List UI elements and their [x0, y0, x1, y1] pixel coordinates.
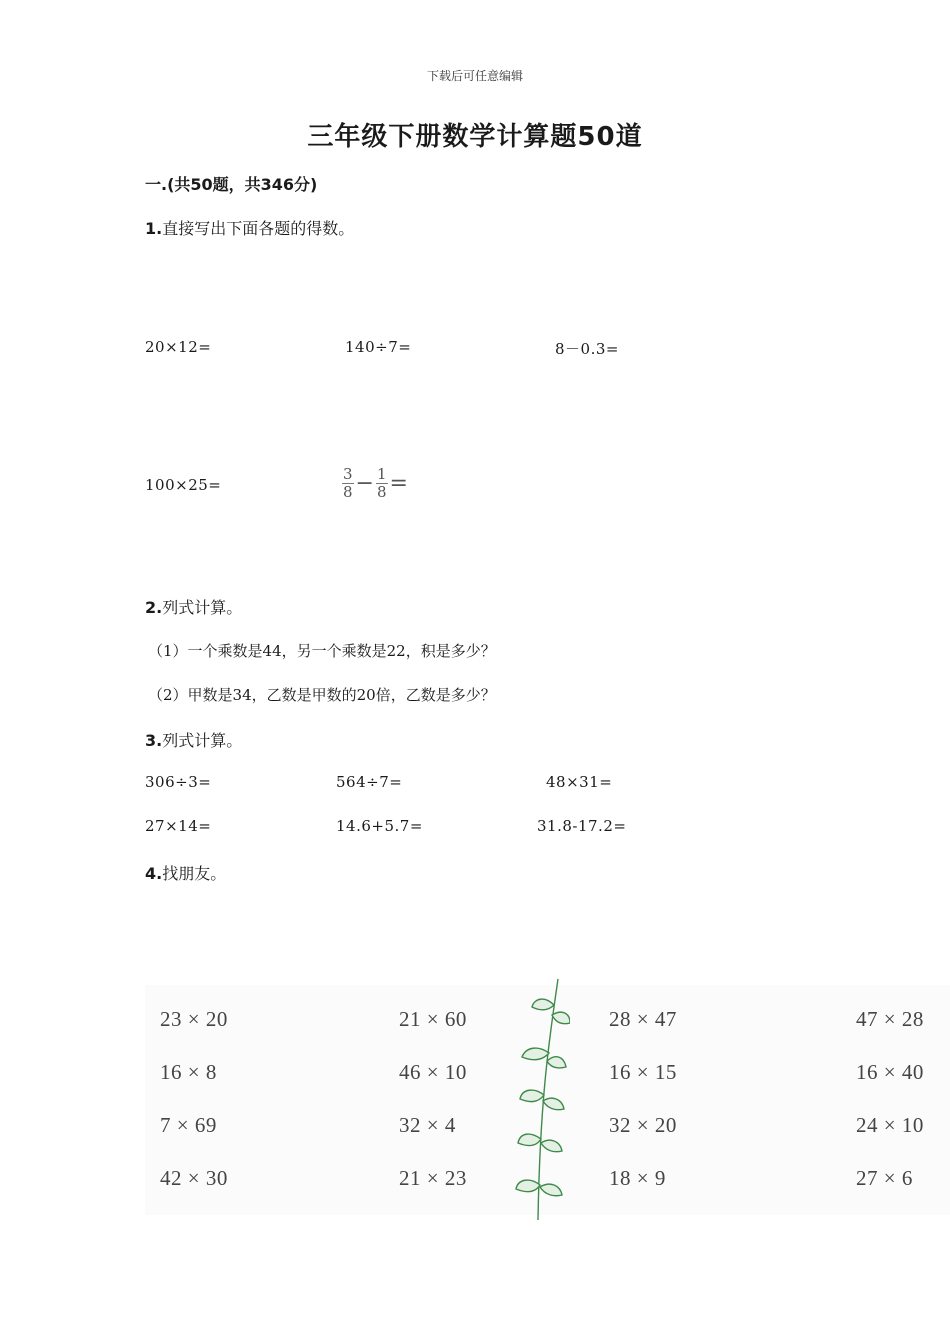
vine-icon: [510, 975, 570, 1225]
fig-expr: 16 × 8: [160, 1060, 217, 1084]
q1-expr-4: 100×25=: [145, 476, 222, 494]
fig-expr: 42 × 30: [160, 1166, 228, 1190]
q3-expr-1: 306÷3=: [145, 773, 212, 791]
fraction-b: $\frac{1}{8}$: [376, 465, 387, 501]
q3-expr-4: 27×14=: [145, 817, 212, 835]
fig-expr: 47 × 28: [856, 1007, 924, 1031]
q1-expr-1: 20×12=: [145, 338, 212, 356]
question-2-title: [145, 595, 242, 618]
q2-item-2: （2）甲数是34，乙数是甲数的20倍，乙数是多少？: [148, 686, 496, 704]
fig-expr: 23 × 20: [160, 1007, 228, 1031]
q3-expr-5: 14.6+5.7=: [336, 817, 423, 835]
question-number: 4.: [145, 864, 163, 883]
fig-expr: 21 × 60: [399, 1007, 467, 1031]
fig-expr: 18 × 9: [609, 1166, 666, 1190]
fraction-a: $\frac{3}{8}$: [343, 465, 353, 501]
fig-expr: 21 × 23: [399, 1166, 467, 1190]
question-number: 3.: [145, 731, 163, 750]
fig-expr: 27 × 6: [856, 1166, 913, 1190]
equals-sign: =: [389, 471, 408, 496]
fig-expr: 7 × 69: [160, 1113, 217, 1137]
fig-expr: 46 × 10: [399, 1060, 467, 1084]
q1-fraction-expr: [342, 466, 410, 501]
q3-expr-2: 564÷7=: [336, 773, 403, 791]
question-number: 1.: [145, 219, 163, 238]
question-3-title: [145, 728, 242, 751]
fig-expr: 32 × 20: [609, 1113, 677, 1137]
question-4-title: [145, 861, 226, 884]
question-1-title: [145, 216, 354, 239]
question-text: 列式计算。: [162, 598, 243, 617]
question-text: 找朋友。: [162, 864, 227, 883]
q1-expr-2: 140÷7=: [345, 338, 412, 356]
fig-expr: 28 × 47: [609, 1007, 677, 1031]
question-text: 列式计算。: [162, 731, 243, 750]
fig-expr: 16 × 15: [609, 1060, 677, 1084]
fig-expr: 24 × 10: [856, 1113, 924, 1137]
section-heading: 一.(共50题，共346分): [145, 175, 318, 194]
q3-expr-6: 31.8-17.2=: [537, 817, 627, 835]
q3-expr-3: 48×31=: [546, 773, 613, 791]
page-title: 三年级下册数学计算题50道: [307, 122, 643, 152]
question-number: 2.: [145, 598, 163, 617]
header-note: 下载后可任意编辑: [426, 69, 523, 83]
question-text: 直接写出下面各题的得数。: [162, 219, 355, 238]
fig-expr: 16 × 40: [856, 1060, 924, 1084]
q1-expr-3: 8－0.3=: [555, 340, 619, 358]
fig-expr: 32 × 4: [399, 1113, 456, 1137]
minus-sign: −: [355, 471, 374, 496]
q2-item-1: （1）一个乘数是44，另一个乘数是22，积是多少？: [148, 642, 496, 660]
